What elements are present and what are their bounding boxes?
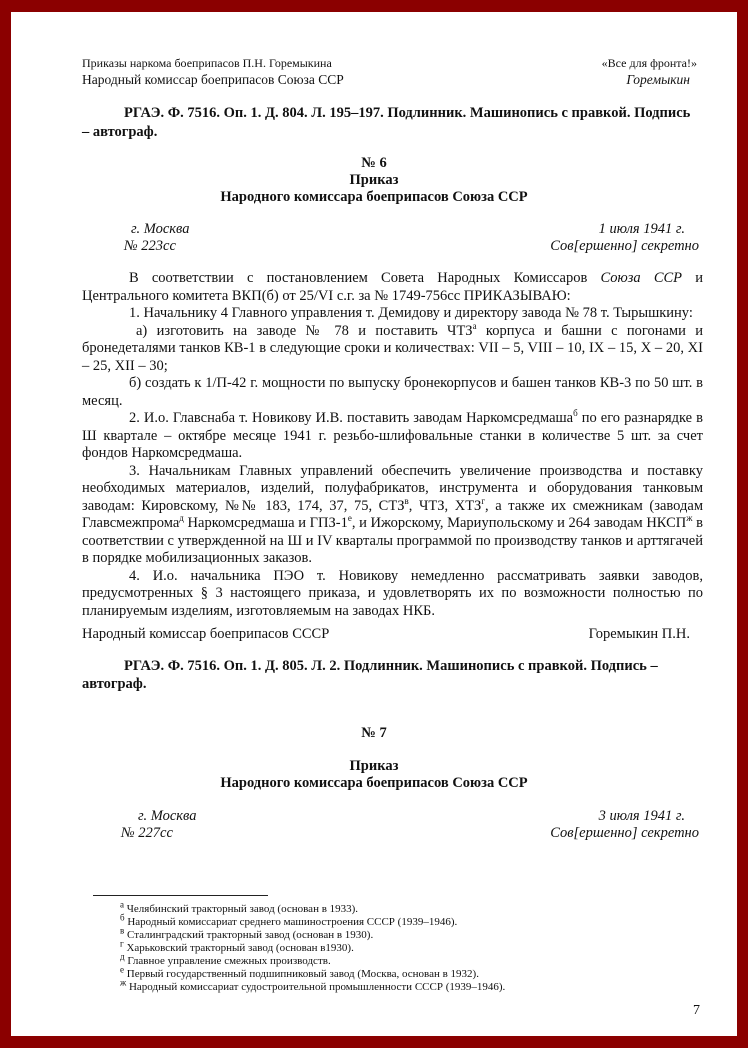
order-6-item-1a: а) изготовить на заводе № 78 и поставить $ЧТЗ^а$ корпуса и башни с погонами и бронедеталями танков КВ-1 в следующие сроки и количествах: VII – 5, VIII – 10, IX – 15, X – 20, XI – 25, XII – 30; xyxy=(82,320,703,374)
header-collection-title: Приказы наркома боеприпасов П.Н. Горемыкина xyxy=(82,56,332,70)
order-6-secrecy: Сов[ершенно] секретно xyxy=(550,238,699,254)
footnotes xyxy=(120,899,506,994)
order-7-number: № 7 xyxy=(361,725,387,741)
archive-reference-1-cont: – автограф. xyxy=(82,124,158,140)
order-7-title: Приказ xyxy=(349,758,399,774)
order-7-date: 3 июля 1941 г. xyxy=(598,808,685,824)
footnote-ref-v: в xyxy=(404,495,409,506)
order-6-item-3: 3. Начальникам Главных управлений обеспечить увеличение производства и поставку необходимых материалов, изделий, полуфабрикатов, инструмента и оборудования танковым заводам: Кировскому, №№ 183, 174, 37, 75, $СТЗ^в$, ЧТЗ, $ХТЗ^г$, а также их смежникам (заводам Главсмежпрома$^д$ Наркомсредмаша и ГПЗ-$1^е$, и Ижорскому, Мариупольскому и 264 заводам $НКСП^ж$ в соответствии с утвержденной на Ш и IV кварталы программой по производству танков и арттягачей в порядке мобилизационных заказов. xyxy=(82,462,703,566)
order-6-date: 1 июля 1941 г. xyxy=(598,221,685,237)
order-6-subtitle: Народного комиссара боеприпасов Союза ССР xyxy=(220,189,528,205)
header-author-name: Горемыкин xyxy=(626,72,690,87)
footnote-ref-b: б xyxy=(573,408,578,419)
order-6-signature-position: Народный комиссар боеприпасов СССР xyxy=(82,626,330,642)
header-book-title: «Все для фронта!» xyxy=(601,56,697,70)
page-number: 7 xyxy=(693,1003,700,1018)
order-6-signature-name: Горемыкин П.Н. xyxy=(588,626,690,642)
footnote-item: $^д$ Главное управление смежных производств. xyxy=(120,951,331,967)
footnote-item: $^е$ Первый государственный подшипниковый завод (Москва, основан в 1932). xyxy=(120,964,479,980)
order-6-code: № 223сс xyxy=(124,238,176,254)
order-6-text xyxy=(82,270,703,620)
order-6-place: г. Москва xyxy=(131,221,190,237)
order-6-item-1b: б) создать к 1/П-42 г. мощности по выпуску бронекорпусов и башен танков КВ-3 по 50 шт. в месяц. xyxy=(82,375,703,409)
archive-reference-1: РГАЭ. Ф. 7516. Оп. 1. Д. 804. Л. 195–197. Подлинник. Машинопись с правкой. Подпись xyxy=(124,105,691,121)
footnote-item: $^ж$ Народный комиссариат судостроительной промышленности СССР (1939–1946). xyxy=(120,977,506,993)
order-6-intro: В соответствии с постановлением Совета Народных Комиссаров Союза ССР и Центрального комитета ВКП(б) от 25/VI с.г. за № 1749-756сс ПРИКАЗЫВАЮ: xyxy=(82,270,703,304)
order-6-number: № 6 xyxy=(361,155,387,171)
order-6-item-2: 2. И.о. Главснаба т. Новикову И.В. поставить заводам Наркомсредмаша$^б$ по его разнарядке в Ш квартале – октябре месяце 1941 г. резьбо-шлифовальные станки в количестве 5 шт. за счет фондов Наркомсредмаша. xyxy=(82,408,703,461)
order-7-place: г. Москва xyxy=(138,808,197,824)
document-page xyxy=(11,12,737,1036)
order-7-subtitle: Народного комиссара боеприпасов Союза ССР xyxy=(220,775,528,791)
footnote-ref-zh: ж xyxy=(686,513,693,524)
footnote-ref-e: е xyxy=(347,513,352,524)
footnote-item: $^а$ Челябинский тракторный завод (основан в 1933). xyxy=(120,899,359,915)
footnote-item: $^г$ Харьковский тракторный завод (основан в1930). xyxy=(120,938,354,954)
order-6-item-4: 4. И.о. начальника ПЭО т. Новикову немедленно рассматривать заявки заводов, предусмотренных § 3 настоящего приказа, и удовлетворять их по возможности полностью по планируемым изделиям, изготовляемым на заводах НКБ. xyxy=(82,567,703,619)
footnote-item: $^б$ Народный комиссариат среднего машиностроения СССР (1939–1946). xyxy=(120,912,458,928)
order-6-item-1: 1. Начальнику 4 Главного управления т. Демидову и директору завода № 78 т. Тырышкину: xyxy=(129,305,693,321)
footnote-separator xyxy=(93,895,268,896)
order-7-secrecy: Сов[ершенно] секретно xyxy=(550,825,699,841)
order-7-code: № 227сс xyxy=(121,825,173,841)
footnote-ref-a: а xyxy=(472,320,477,331)
footnote-ref-d: д xyxy=(179,513,184,524)
footnote-ref-g: г xyxy=(481,495,486,506)
archive-reference-2-cont: автограф. xyxy=(82,676,147,692)
footnote-item: $^в$ Сталинградский тракторный завод (основан в 1930). xyxy=(120,925,374,941)
archive-reference-2: РГАЭ. Ф. 7516. Оп. 1. Д. 805. Л. 2. Подлинник. Машинопись с правкой. Подпись – xyxy=(124,658,658,674)
header-author-position: Народный комиссар боеприпасов Союза ССР xyxy=(82,72,344,87)
order-6-title: Приказ xyxy=(349,172,399,188)
